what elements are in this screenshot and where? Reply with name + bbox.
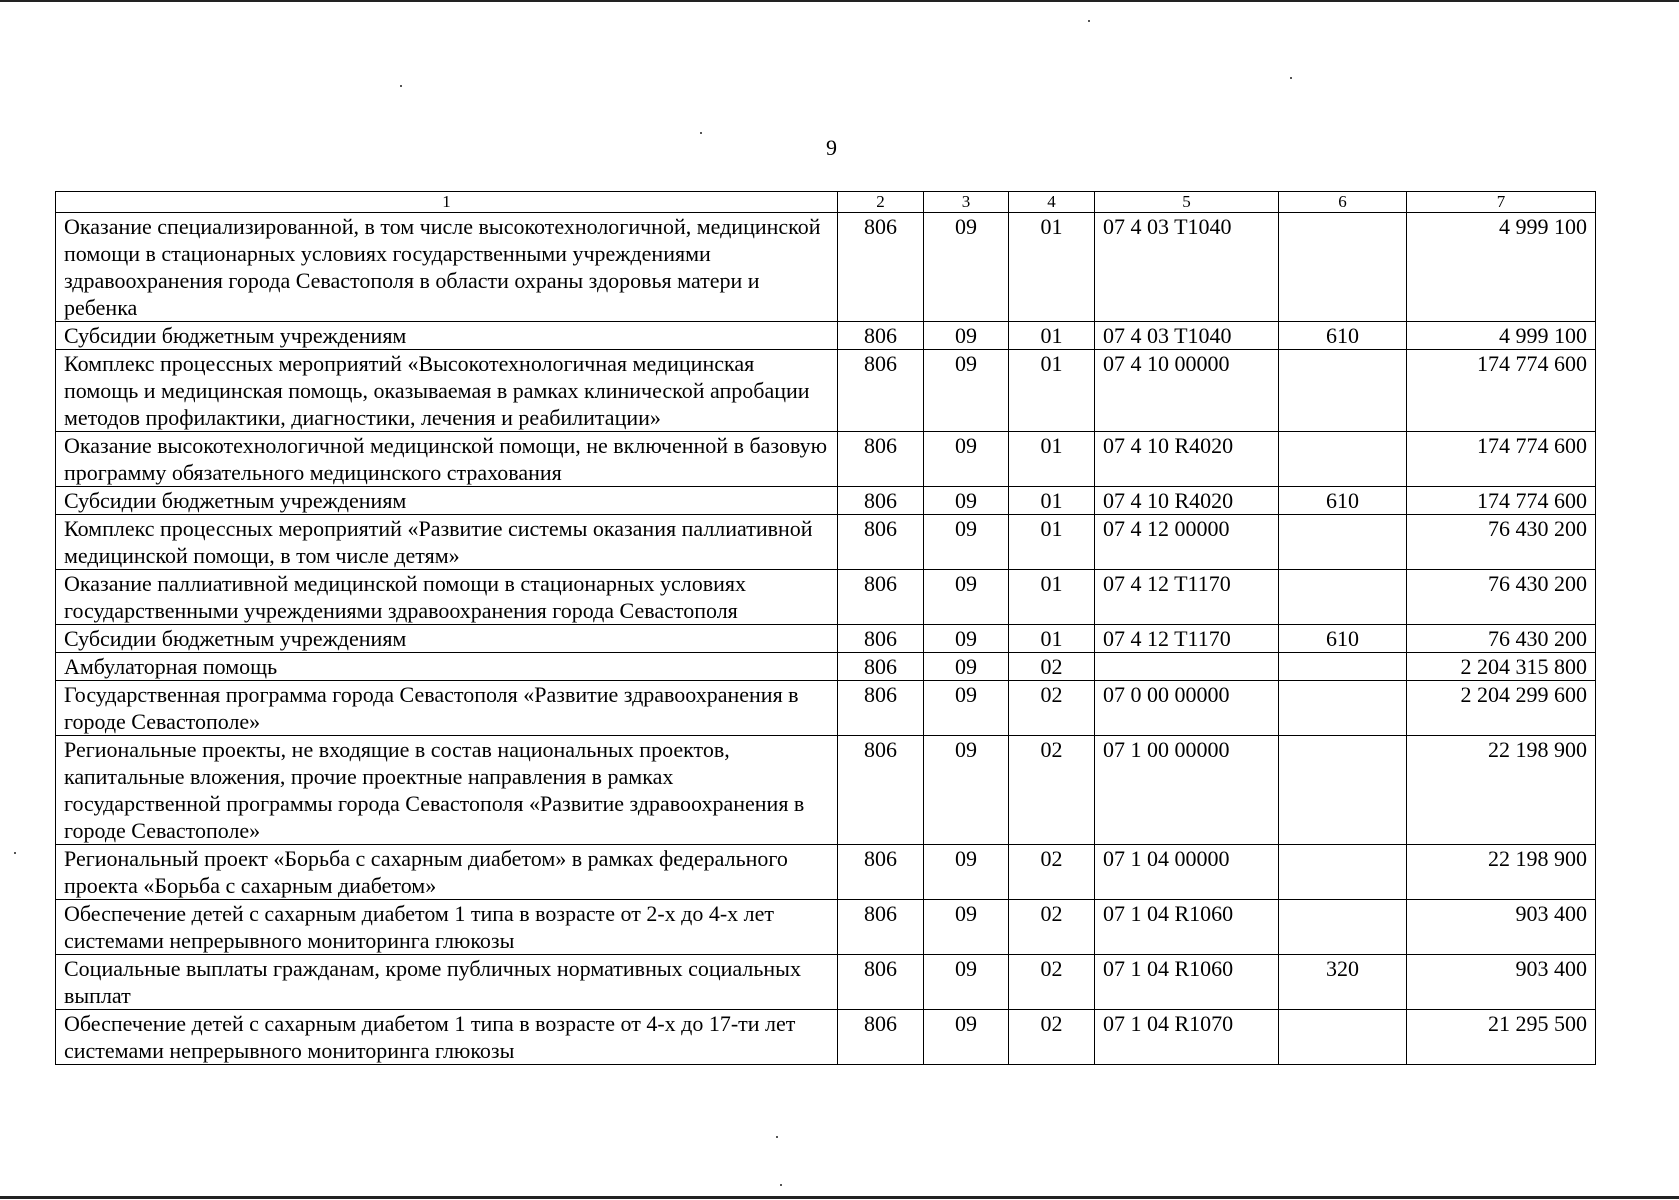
cell-amount: 2 204 315 800	[1407, 653, 1596, 681]
cell-expense-type	[1279, 653, 1407, 681]
cell-subsection: 02	[1009, 681, 1095, 736]
cell-grbs: 806	[838, 625, 924, 653]
cell-target-article: 07 1 04 R1070	[1095, 1010, 1279, 1065]
cell-target-article: 07 1 00 00000	[1095, 736, 1279, 845]
cell-amount: 76 430 200	[1407, 625, 1596, 653]
cell-name: Социальные выплаты гражданам, кроме публичных нормативных социальных выплат	[56, 955, 838, 1010]
cell-name: Субсидии бюджетным учреждениям	[56, 322, 838, 350]
cell-subsection: 01	[1009, 322, 1095, 350]
cell-amount: 21 295 500	[1407, 1010, 1596, 1065]
cell-subsection: 01	[1009, 625, 1095, 653]
cell-expense-type	[1279, 515, 1407, 570]
cell-subsection: 02	[1009, 653, 1095, 681]
cell-amount: 174 774 600	[1407, 350, 1596, 432]
cell-name: Комплекс процессных мероприятий «Высокотехнологичная медицинская помощь и медицинская помощь, оказываемая в рамках клинической апробации методов профилактики, диагностики, лечения и реабилитации»	[56, 350, 838, 432]
cell-section: 09	[924, 322, 1009, 350]
table-row	[56, 432, 1596, 487]
cell-section: 09	[924, 736, 1009, 845]
scan-speck	[700, 132, 702, 134]
cell-name: Оказание специализированной, в том числе высокотехнологичной, медицинской помощи в стационарных условиях государственными учреждениями здравоохранения города Севастополя в области охраны здоровья матери и ребенка	[56, 213, 838, 322]
cell-subsection: 02	[1009, 1010, 1095, 1065]
cell-name: Амбулаторная помощь	[56, 653, 838, 681]
cell-grbs: 806	[838, 487, 924, 515]
cell-section: 09	[924, 515, 1009, 570]
cell-subsection: 01	[1009, 432, 1095, 487]
cell-name: Обеспечение детей с сахарным диабетом 1 типа в возрасте от 4-х до 17-ти лет системами непрерывного мониторинга глюкозы	[56, 1010, 838, 1065]
cell-name: Субсидии бюджетным учреждениям	[56, 487, 838, 515]
cell-expense-type	[1279, 1010, 1407, 1065]
table-body	[56, 213, 1596, 1065]
header-row	[56, 192, 1596, 213]
cell-name: Обеспечение детей с сахарным диабетом 1 типа в возрасте от 2-х до 4-х лет системами непрерывного мониторинга глюкозы	[56, 900, 838, 955]
cell-expense-type	[1279, 570, 1407, 625]
cell-grbs: 806	[838, 515, 924, 570]
scan-speck	[776, 1136, 778, 1138]
cell-amount: 903 400	[1407, 955, 1596, 1010]
cell-section: 09	[924, 681, 1009, 736]
page-number: 9	[826, 135, 837, 160]
cell-name: Государственная программа города Севастополя «Развитие здравоохранения в городе Севастополе»	[56, 681, 838, 736]
cell-subsection: 01	[1009, 570, 1095, 625]
cell-target-article: 07 4 12 T1170	[1095, 625, 1279, 653]
cell-section: 09	[924, 845, 1009, 900]
cell-grbs: 806	[838, 681, 924, 736]
cell-subsection: 01	[1009, 515, 1095, 570]
cell-name: Региональные проекты, не входящие в состав национальных проектов, капитальные вложения, прочие проектные направления в рамках государственной программы города Севастополя «Развитие здравоохранения в городе Севастополе»	[56, 736, 838, 845]
cell-name: Комплекс процессных мероприятий «Развитие системы оказания паллиативной медицинской помощи, в том числе детям»	[56, 515, 838, 570]
cell-expense-type	[1279, 900, 1407, 955]
cell-amount: 903 400	[1407, 900, 1596, 955]
cell-expense-type: 610	[1279, 487, 1407, 515]
table-row	[56, 213, 1596, 322]
table-row	[56, 487, 1596, 515]
cell-section: 09	[924, 432, 1009, 487]
scan-speck	[400, 85, 402, 87]
cell-target-article: 07 4 03 T1040	[1095, 322, 1279, 350]
cell-grbs: 806	[838, 653, 924, 681]
cell-amount: 76 430 200	[1407, 515, 1596, 570]
table-row	[56, 515, 1596, 570]
table-row	[56, 900, 1596, 955]
header-col-2: 2	[838, 192, 924, 213]
header-col-6: 6	[1279, 192, 1407, 213]
table-row	[56, 322, 1596, 350]
cell-name: Субсидии бюджетным учреждениям	[56, 625, 838, 653]
cell-target-article: 07 1 04 R1060	[1095, 955, 1279, 1010]
cell-amount: 76 430 200	[1407, 570, 1596, 625]
cell-expense-type	[1279, 213, 1407, 322]
scan-speck	[1088, 20, 1090, 22]
cell-expense-type	[1279, 681, 1407, 736]
cell-section: 09	[924, 653, 1009, 681]
cell-expense-type	[1279, 432, 1407, 487]
scan-speck	[780, 1184, 782, 1186]
cell-subsection: 02	[1009, 955, 1095, 1010]
table-row	[56, 681, 1596, 736]
cell-target-article: 07 0 00 00000	[1095, 681, 1279, 736]
cell-name: Региональный проект «Борьба с сахарным диабетом» в рамках федерального проекта «Борьба с сахарным диабетом»	[56, 845, 838, 900]
cell-expense-type: 320	[1279, 955, 1407, 1010]
table-row	[56, 736, 1596, 845]
cell-grbs: 806	[838, 900, 924, 955]
cell-target-article: 07 4 03 T1040	[1095, 213, 1279, 322]
cell-section: 09	[924, 1010, 1009, 1065]
cell-section: 09	[924, 900, 1009, 955]
cell-target-article	[1095, 653, 1279, 681]
scan-speck	[1290, 77, 1292, 79]
table-row	[56, 845, 1596, 900]
cell-section: 09	[924, 955, 1009, 1010]
cell-target-article: 07 4 10 R4020	[1095, 432, 1279, 487]
cell-expense-type	[1279, 845, 1407, 900]
cell-subsection: 01	[1009, 350, 1095, 432]
header-col-4: 4	[1009, 192, 1095, 213]
cell-expense-type: 610	[1279, 322, 1407, 350]
cell-target-article: 07 1 04 00000	[1095, 845, 1279, 900]
cell-target-article: 07 4 12 00000	[1095, 515, 1279, 570]
table-row	[56, 350, 1596, 432]
cell-section: 09	[924, 213, 1009, 322]
budget-table	[55, 191, 1596, 1065]
cell-grbs: 806	[838, 432, 924, 487]
cell-grbs: 806	[838, 350, 924, 432]
cell-expense-type	[1279, 350, 1407, 432]
table-row	[56, 570, 1596, 625]
cell-section: 09	[924, 625, 1009, 653]
cell-name: Оказание высокотехнологичной медицинской помощи, не включенной в базовую программу обязательного медицинского страхования	[56, 432, 838, 487]
cell-amount: 4 999 100	[1407, 213, 1596, 322]
cell-subsection: 02	[1009, 900, 1095, 955]
cell-grbs: 806	[838, 322, 924, 350]
cell-amount: 2 204 299 600	[1407, 681, 1596, 736]
cell-section: 09	[924, 570, 1009, 625]
cell-section: 09	[924, 350, 1009, 432]
cell-amount: 22 198 900	[1407, 845, 1596, 900]
cell-target-article: 07 4 10 00000	[1095, 350, 1279, 432]
cell-amount: 22 198 900	[1407, 736, 1596, 845]
cell-subsection: 01	[1009, 213, 1095, 322]
cell-subsection: 02	[1009, 845, 1095, 900]
page-bottom-border	[0, 1196, 1679, 1199]
header-col-5: 5	[1095, 192, 1279, 213]
cell-target-article: 07 4 10 R4020	[1095, 487, 1279, 515]
table-row	[56, 955, 1596, 1010]
cell-amount: 174 774 600	[1407, 487, 1596, 515]
cell-amount: 4 999 100	[1407, 322, 1596, 350]
cell-grbs: 806	[838, 570, 924, 625]
cell-name: Оказание паллиативной медицинской помощи в стационарных условиях государственными учреждениями здравоохранения города Севастополя	[56, 570, 838, 625]
header-col-3: 3	[924, 192, 1009, 213]
cell-grbs: 806	[838, 213, 924, 322]
cell-section: 09	[924, 487, 1009, 515]
cell-subsection: 02	[1009, 736, 1095, 845]
page-top-border	[0, 0, 1679, 2]
header-col-1: 1	[56, 192, 838, 213]
cell-expense-type: 610	[1279, 625, 1407, 653]
header-col-7: 7	[1407, 192, 1596, 213]
cell-grbs: 806	[838, 1010, 924, 1065]
scan-speck	[14, 852, 16, 854]
cell-grbs: 806	[838, 736, 924, 845]
cell-amount: 174 774 600	[1407, 432, 1596, 487]
cell-target-article: 07 4 12 T1170	[1095, 570, 1279, 625]
cell-expense-type	[1279, 736, 1407, 845]
cell-grbs: 806	[838, 845, 924, 900]
cell-target-article: 07 1 04 R1060	[1095, 900, 1279, 955]
cell-grbs: 806	[838, 955, 924, 1010]
table-row	[56, 653, 1596, 681]
table-row	[56, 1010, 1596, 1065]
table-row	[56, 625, 1596, 653]
cell-subsection: 01	[1009, 487, 1095, 515]
